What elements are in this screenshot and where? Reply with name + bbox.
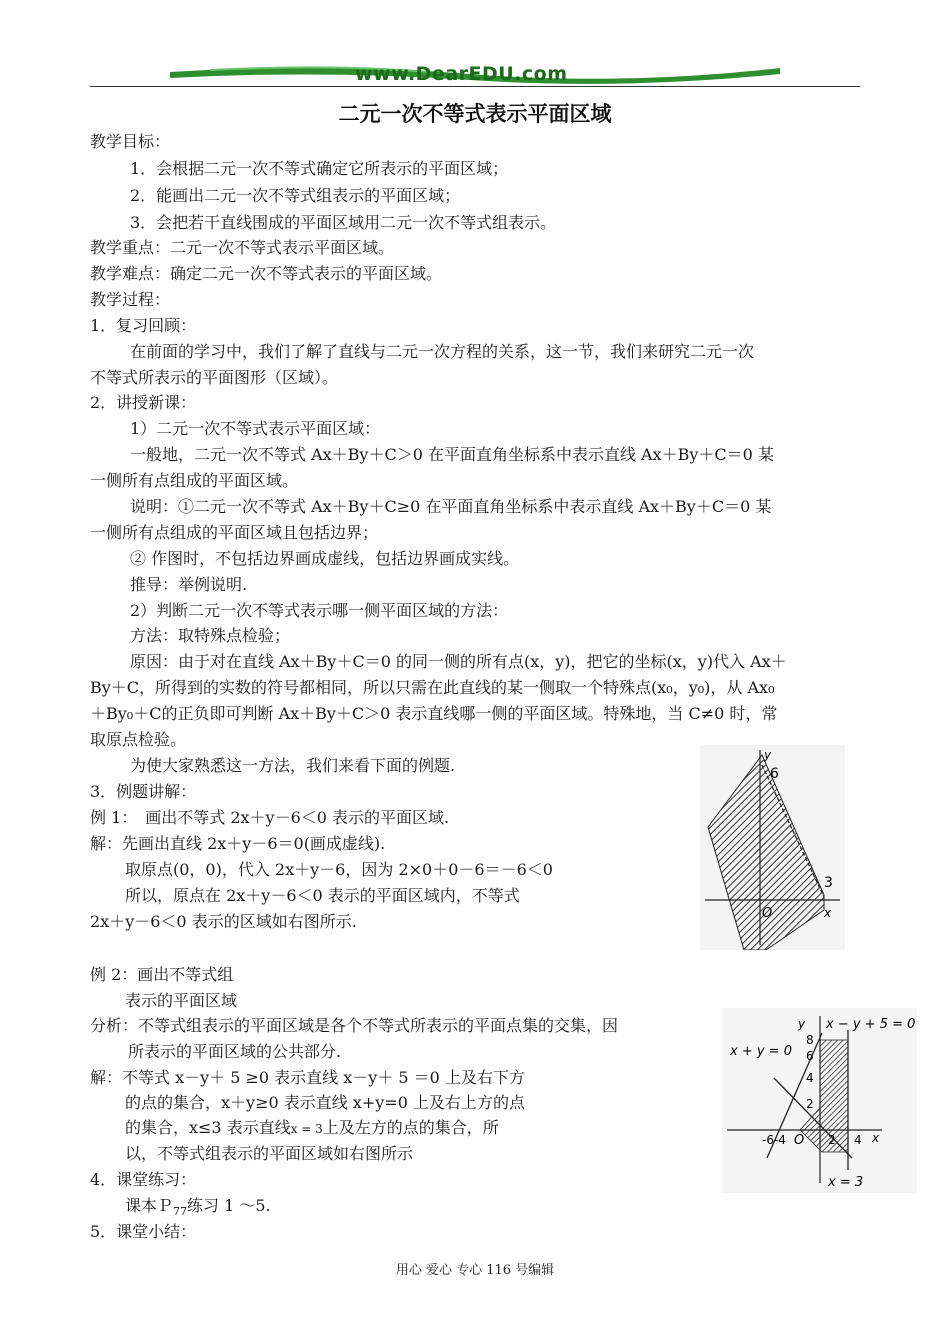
text-line: 2．讲授新课： xyxy=(90,393,197,412)
text-line: 2．能画出二元一次不等式组表示的平面区域； xyxy=(130,186,461,205)
text-line: 在前面的学习中，我们了解了直线与二元一次方程的关系，这一节，我们来研究二元一次 xyxy=(130,342,755,361)
header-divider xyxy=(90,86,860,87)
text-line: 2x＋y－6＜0 表示的区域如右图所示. xyxy=(90,912,357,931)
text-segment: 练习 1 ～5. xyxy=(187,1196,271,1215)
text-line: 一侧所有点组成的平面区域且包括边界； xyxy=(90,523,379,542)
text-line: 1．会根据二元一次不等式确定它所表示的平面区域； xyxy=(130,159,509,178)
text-line xyxy=(125,1115,499,1138)
text-line: 方法：取特殊点检验； xyxy=(130,626,291,645)
x-tick-label: 2 xyxy=(828,1133,836,1147)
figure-2-graph xyxy=(722,1008,917,1193)
text-line: ② 作图时，不包括边界画成虚线，包括边界画成实线。 xyxy=(130,549,520,568)
line-label: x + y = 0 xyxy=(730,1044,792,1059)
text-line: 教学重点：二元一次不等式表示平面区域。 xyxy=(90,238,395,257)
text-line: 表示的平面区域 xyxy=(125,991,238,1010)
page-title: 二元一次不等式表示平面区域 xyxy=(338,102,612,126)
text-line: 所以，原点在 2x＋y－6＜0 表示的平面区域内，不等式 xyxy=(125,886,520,905)
x-axis-label: x xyxy=(872,1131,880,1145)
text-line: 1）二元一次不等式表示平面区域： xyxy=(130,419,381,438)
figure-1-graph xyxy=(700,745,845,950)
line-label: x = 3 xyxy=(828,1175,864,1190)
origin-label: O xyxy=(762,906,773,921)
text-line: 为使大家熟悉这一方法，我们来看下面的例题. xyxy=(130,756,456,775)
text-line: 一侧所有点组成的平面区域。 xyxy=(90,471,299,490)
text-line: 推导：举例说明. xyxy=(130,575,248,594)
y-axis-label: y xyxy=(764,748,772,762)
page-footer: 用心 爱心 专心 116 号编辑 xyxy=(395,1263,555,1278)
text-line: 例 2：画出不等式组 xyxy=(90,965,234,984)
text-line: 教学过程： xyxy=(90,290,171,309)
text-line: ＋By₀＋C的正负即可判断 Ax＋By＋C＞0 表示直线哪一侧的平面区域。特殊地，当 C≠0 时，常 xyxy=(90,704,778,723)
text-segment: 课本Ｐ xyxy=(125,1196,174,1215)
x-axis-label: x xyxy=(824,906,832,920)
line-label: x − y + 5 = 0 xyxy=(826,1017,916,1032)
text-line: By＋C，所得到的实数的符号都相同，所以只需在此直线的某一侧取一个特殊点(x₀，y₀)，从 Ax₀ xyxy=(90,678,775,697)
text-line: 教学难点：确定二元一次不等式表示的平面区域。 xyxy=(90,264,443,283)
text-line xyxy=(125,1193,271,1218)
text-line: 以，不等式组表示的平面区域如右图所示 xyxy=(125,1144,414,1163)
y-tick-label: 6 xyxy=(770,766,779,782)
y-tick-label: 2 xyxy=(806,1097,814,1111)
text-line: 说明：①二元一次不等式 Ax＋By＋C≥0 在平面直角坐标系中表示直线 Ax＋By＋C＝0 某 xyxy=(130,497,772,516)
text-segment: 上及左方的点的集合，所 xyxy=(322,1118,499,1137)
text-line: 解：先画出直线 2x＋y－6＝0(画成虚线). xyxy=(90,834,386,853)
text-line: 的点的集合，x＋y≥0 表示直线 x+y=0 上及右上方的点 xyxy=(125,1093,525,1112)
site-name: www.DearEDU.com xyxy=(355,63,568,85)
text-line: 分析：不等式组表示的平面区域是各个不等式所表示的平面点集的交集，因 xyxy=(90,1016,619,1035)
text-line: 4．课堂练习： xyxy=(90,1170,197,1189)
text-line: 1．复习回顾： xyxy=(90,316,197,335)
text-line: 5．课堂小结： xyxy=(90,1222,197,1241)
page-ref: 77 xyxy=(173,1205,188,1219)
text-line: 教学目标： xyxy=(90,132,171,151)
text-line: 取原点(0，0)，代入 2x＋y－6，因为 2×0＋0－6＝－6＜0 xyxy=(125,860,553,879)
text-line: 原因：由于对在直线 Ax＋By＋C＝0 的同一侧的所有点(x，y)，把它的坐标(x，y)代入 Ax＋ xyxy=(130,652,787,671)
text-line: 2）判断二元一次不等式表示哪一侧平面区域的方法： xyxy=(130,601,509,620)
text-line: 3．会把若干直线围成的平面区域用二元一次不等式组表示。 xyxy=(130,213,557,232)
text-line: 所表示的平面区域的公共部分. xyxy=(128,1042,342,1061)
text-line: 一般地，二元一次不等式 Ax＋By＋C＞0 在平面直角坐标系中表示直线 Ax＋By＋C＝0 某 xyxy=(130,445,774,464)
text-segment: x = 3 xyxy=(290,1122,323,1136)
x-tick-label: 4 xyxy=(854,1133,862,1147)
text-line: 例 1： 画出不等式 2x＋y－6＜0 表示的平面区域. xyxy=(90,808,450,827)
y-tick-label: 4 xyxy=(806,1071,814,1085)
text-line: 3．例题讲解： xyxy=(90,782,197,801)
x-tick-label: 3 xyxy=(824,875,833,891)
y-axis-label: y xyxy=(798,1017,806,1031)
y-tick-label: 6 xyxy=(806,1049,814,1063)
x-tick-label: -6-4 xyxy=(762,1133,786,1147)
text-line: 解：不等式 x－y＋ 5 ≥0 表示直线 x－y＋ 5 ＝0 上及右下方 xyxy=(90,1068,525,1087)
text-line: 不等式所表示的平面图形（区域）。 xyxy=(90,368,339,387)
origin-label: O xyxy=(794,1133,805,1148)
text-line: 取原点检验。 xyxy=(90,730,187,749)
text-segment: 的集合，x≤3 表示直线 xyxy=(125,1118,291,1137)
y-tick-label: 8 xyxy=(806,1033,814,1047)
